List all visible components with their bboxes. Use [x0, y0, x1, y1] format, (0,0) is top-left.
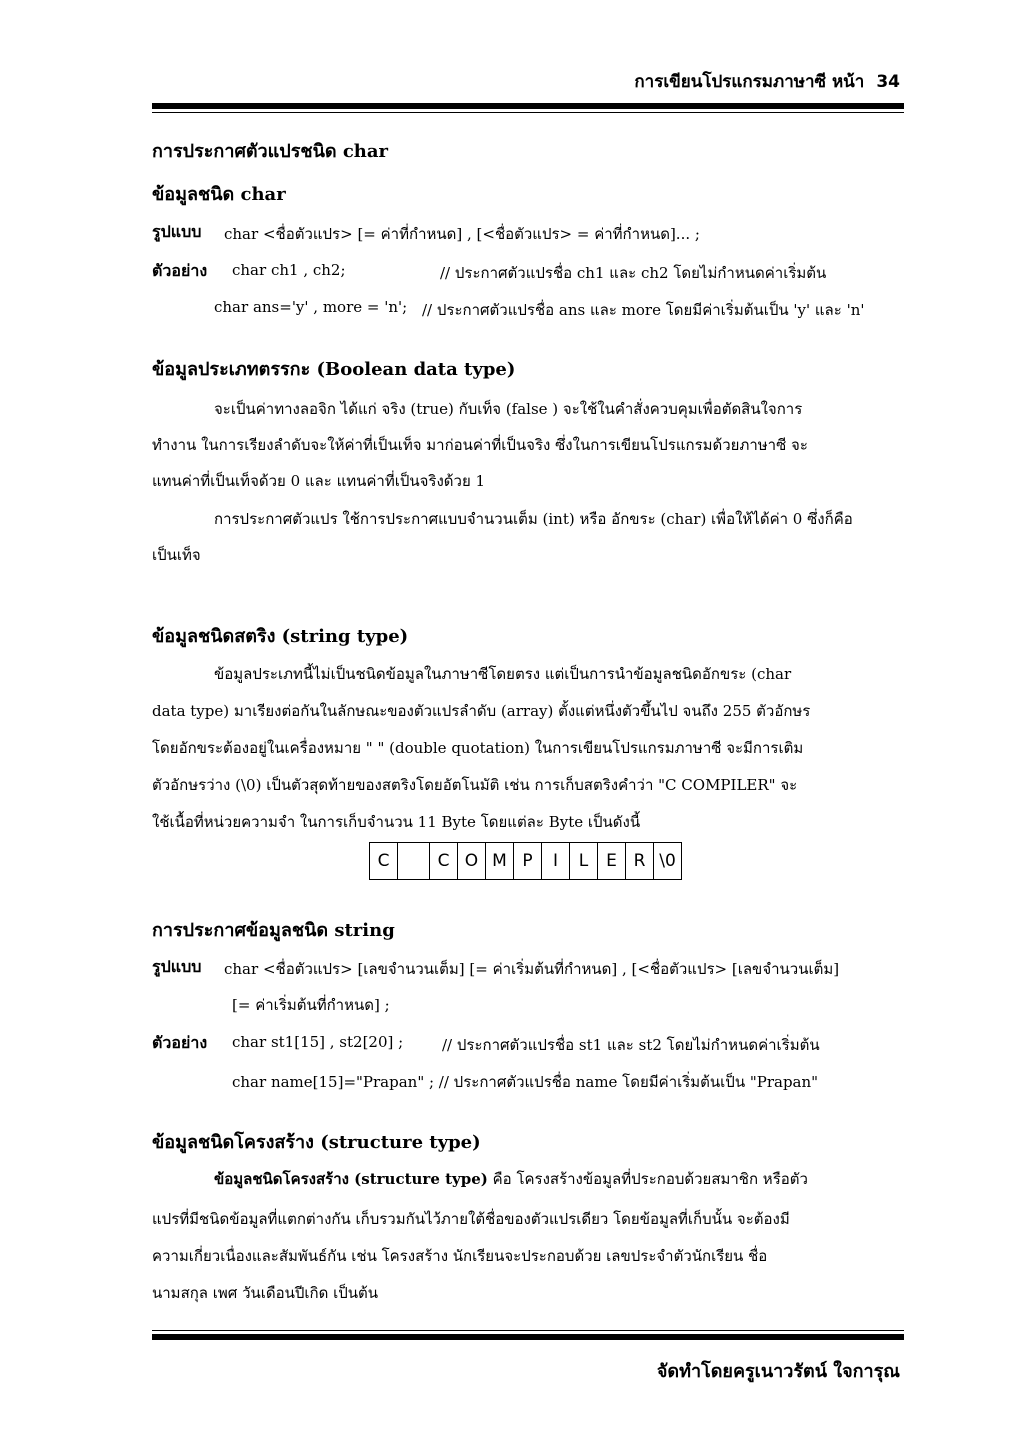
memory-cell	[398, 843, 430, 879]
char-example-2-comment: // ประกาศตัวแปรชื่อ ans และ more โดยมีค่าเริ่มต้นเป็น 'y' และ 'n'	[422, 301, 865, 319]
memory-cell: C	[370, 843, 398, 879]
paragraph-line: การประกาศตัวแปร ใช้การประกาศแบบจำนวนเต็ม (int) หรือ อักขระ (char) เพื่อให้ได้ค่า 0 ซึ่งก็คือ	[214, 510, 853, 528]
paragraph-line: เป็นเท็จ	[152, 546, 201, 564]
structure-lead-rest: คือ โครงสร้างข้อมูลที่ประกอบด้วยสมาชิก หรือตัว	[487, 1170, 808, 1188]
boolean-heading: ข้อมูลประเภทตรรกะ (Boolean data type)	[152, 359, 516, 380]
memory-cell: P	[514, 843, 542, 879]
paragraph-line: ความเกี่ยวเนื่องและสัมพันธ์กัน เช่น โครงสร้าง นักเรียนจะประกอบด้วย เลขประจำตัวนักเรียน ชื่อ	[152, 1247, 768, 1265]
footer-rule-thick	[152, 1334, 904, 1340]
example-label: ตัวอย่าง	[152, 1033, 208, 1052]
paragraph-line: แปรที่มีชนิดข้อมูลที่แตกต่างกัน เก็บรวมกันไว้ภายใต้ชื่อของตัวแปรเดียว โดยข้อมูลที่เก็บนั้น จะต้องมี	[152, 1210, 790, 1228]
paragraph-line: จะเป็นค่าทางลอจิก ได้แก่ จริง (true) กับเท็จ (false ) จะใช้ในคำสั่งควบคุมเพื่อตัดสินใจการ	[214, 400, 803, 418]
char-syntax: char <ชื่อตัวแปร> [= ค่าที่กำหนด] , [<ชื่อตัวแปร> = ค่าที่กำหนด]... ;	[224, 225, 700, 243]
string-example-1-comment: // ประกาศตัวแปรชื่อ st1 และ st2 โดยไม่กำหนดค่าเริ่มต้น	[442, 1036, 820, 1054]
string-syntax-line-2: [= ค่าเริ่มต้นที่กำหนด] ;	[232, 996, 390, 1014]
memory-cell: R	[626, 843, 654, 879]
syntax-label: รูปแบบ	[152, 222, 202, 241]
paragraph-line: ตัวอักษรว่าง (\0) เป็นตัวสุดท้ายของสตริงโดยอัตโนมัติ เช่น การเก็บสตริงคำว่า "C COMPILER" จะ	[152, 776, 798, 794]
paragraph-line: data type) มาเรียงต่อกันในลักษณะของตัวแปรลำดับ (array) ตั้งแต่หนึ่งตัวขึ้นไป จนถึง 255 ตัวอักษร	[152, 702, 811, 720]
paragraph-line: ข้อมูลประเภทนี้ไม่เป็นชนิดข้อมูลในภาษาซีโดยตรง แต่เป็นการนำข้อมูลชนิดอักขระ (char	[214, 665, 792, 683]
paragraph-line: โดยอักขระต้องอยู่ในเครื่องหมาย " " (double quotation) ในการเขียนโปรแกรมภาษาซี จะมีการเติม	[152, 739, 804, 757]
footer-rule-thin	[152, 1330, 904, 1331]
footer-author: จัดทำโดยครูเนาวรัตน์ ใจการุณ	[656, 1361, 900, 1382]
string-heading: ข้อมูลชนิดสตริง (string type)	[152, 626, 409, 647]
header-rule-thin	[152, 112, 904, 113]
string-decl-heading: การประกาศข้อมูลชนิด string	[152, 920, 395, 941]
syntax-label: รูปแบบ	[152, 957, 202, 976]
paragraph-line: ใช้เนื้อที่หน่วยความจำ ในการเก็บจำนวน 11 Byte โดยแต่ละ Byte เป็นดังนี้	[152, 813, 641, 831]
paragraph-line: นามสกุล เพศ วันเดือนปีเกิด เป็นต้น	[152, 1284, 379, 1302]
char-heading: การประกาศตัวแปรชนิด char	[152, 141, 389, 162]
char-example-2-code: char ans='y' , more = 'n';	[214, 298, 408, 316]
char-example-1-comment: // ประกาศตัวแปรชื่อ ch1 และ ch2 โดยไม่กำหนดค่าเริ่มต้น	[440, 264, 827, 282]
header-title: การเขียนโปรแกรมภาษาซี หน้า	[634, 72, 865, 92]
structure-heading: ข้อมูลชนิดโครงสร้าง (structure type)	[152, 1132, 481, 1153]
paragraph-line: ทำงาน ในการเรียงลำดับจะให้ค่าที่เป็นเท็จ มาก่อนค่าที่เป็นจริง ซึ่งในการเขียนโปรแกรมด้วยภาษาซี จะ	[152, 436, 808, 454]
char-example-1-code: char ch1 , ch2;	[232, 261, 346, 279]
memory-cell: \0	[659, 851, 676, 871]
memory-cell: C	[430, 843, 458, 879]
memory-cell: M	[486, 843, 514, 879]
string-memory-diagram	[369, 842, 682, 880]
string-syntax-line-1: char <ชื่อตัวแปร> [เลขจำนวนเต็ม] [= ค่าเริ่มต้นที่กำหนด] , [<ชื่อตัวแปร> [เลขจำนวนเต็ม]	[224, 960, 840, 978]
string-example-2: char name[15]="Prapan" ; // ประกาศตัวแปรชื่อ name โดยมีค่าเริ่มต้นเป็น "Prapan"	[232, 1073, 819, 1091]
memory-cell: O	[458, 843, 486, 879]
page-header	[150, 68, 900, 95]
paragraph-line: แทนค่าที่เป็นเท็จด้วย 0 และ แทนค่าที่เป็นจริงด้วย 1	[152, 472, 486, 490]
structure-lead-bold: ข้อมูลชนิดโครงสร้าง (structure type)	[214, 1170, 488, 1188]
string-example-1-code: char st1[15] , st2[20] ;	[232, 1033, 404, 1051]
memory-cell: E	[598, 843, 626, 879]
page-number: 34	[876, 72, 900, 92]
char-subheading: ข้อมูลชนิด char	[152, 184, 286, 205]
paragraph-line	[214, 1167, 808, 1191]
memory-cell: L	[570, 843, 598, 879]
memory-cell: I	[542, 843, 570, 879]
example-label: ตัวอย่าง	[152, 261, 208, 280]
header-rule-thick	[152, 103, 904, 109]
